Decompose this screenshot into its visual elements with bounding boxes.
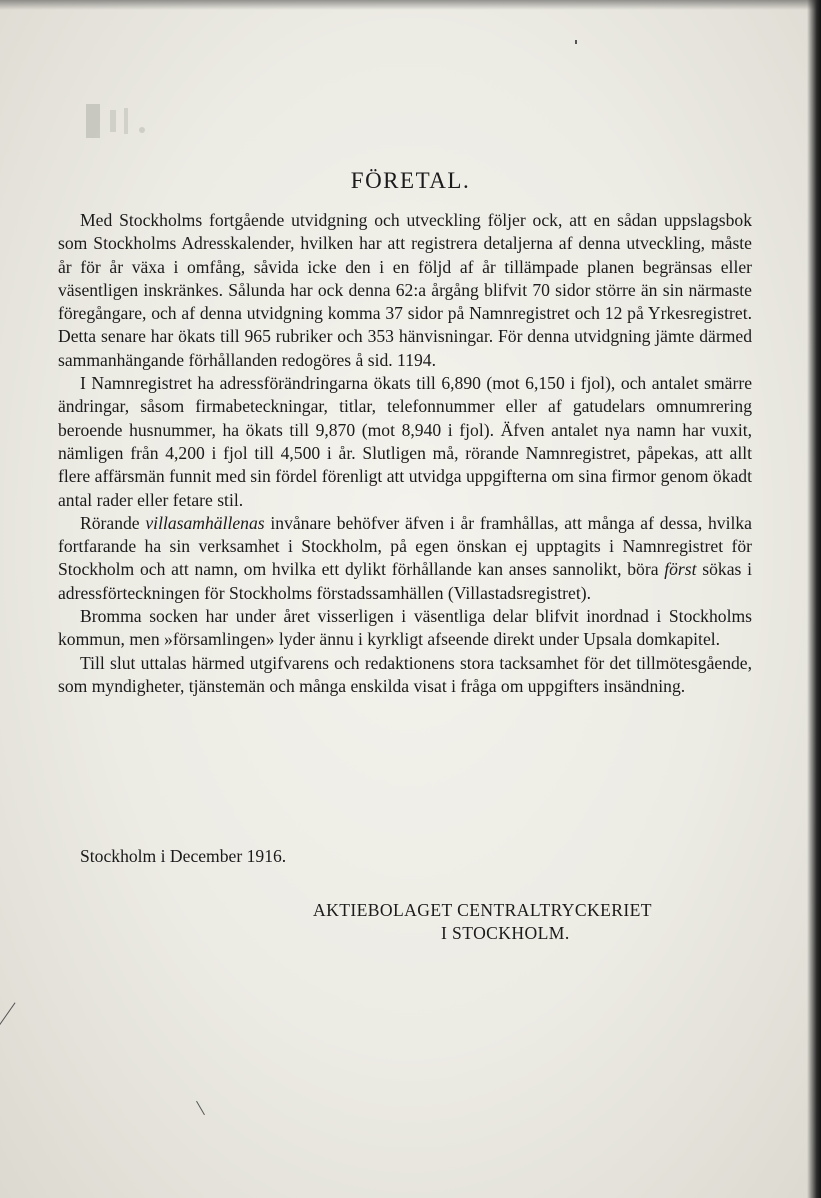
publisher-city: I STOCKHOLM. [441, 923, 570, 943]
scratch-mark-left [0, 1002, 16, 1027]
paragraph-thanks: Till slut uttalas härmed utgifvarens och redaktionens stora tacksamhet för det tillmötesgående, som myndigheter, tjänstemän och många enskilda visat i fråga om uppgifters insändning. [58, 652, 752, 696]
page-shadow-top [0, 0, 821, 10]
scratch-mark-bottom [196, 1101, 205, 1115]
paragraph3-text-after: sökas i adressförteckningen för Stockholms förstadssamhällen (Villastadsregistret). [58, 559, 752, 603]
preface-body [58, 209, 752, 698]
paragraph3-text-before: Rörande [80, 512, 146, 533]
page-title: FÖRETAL. [350, 168, 471, 193]
date-line: Stockholm i December 1916. [80, 846, 287, 866]
paragraph3-text-middle: invånare behöfver äfven i år framhållas, att många af dessa, hvilka fortfarande ha sin verksamhet i Stockholm, på egen önskan ej upptagits i Namnregistret för Stockholm och att namn, om hvilka ett dylikt förhållande kan anses sannolikt, böra [58, 512, 752, 580]
scratch-mark-top [575, 40, 577, 44]
paragraph-villa-communities [58, 512, 752, 605]
paragraph3-italic-forst: först [664, 559, 697, 580]
paragraph-name-register: I Namnregistret ha adressförändringarna ökats till 6,890 (mot 6,150 i fjol), och antalet smärre ändringar, såsom firmabeteckningar, titlar, telefonnummer eller af gatudelars omnumrering beroende husnummer, ha ökats till 9,870 (mot 8,940 i fjol). Äfven antalet nya namn har vuxit, nämligen från 4,200 i fjol till 4,500 i år. Slutligen må, rörande Namnregistret, påpekas, att allt flere affärsmän funnit med sin fördel förenligt att utvidga uppgifterna om sina firmor genom ökadt antal rader eller fetare stil. [58, 373, 752, 510]
publisher-name: AKTIEBOLAGET CENTRALTRYCKERIET [313, 900, 652, 920]
paragraph-growth: Med Stockholms fortgående utvidgning och utveckling följer ock, att en sådan uppslagsbok som Stockholms Adresskalender, hvilken har att registrera detaljerna af denna utveckling, måste år för år växa i omfång, såvida icke den i en följd af år tillämpade planen begränsas eller väsentligen inskränkes. Sålunda har ock denna 62:a årgång blifvit 70 sidor större än sin närmaste föregångare, och af denna utvidgning komma 37 sidor på Namnregistret och 12 på Yrkesregistret. Detta senare har ökats till 965 rubriker och 353 hänvisningar. För denna utvidgning jämte därmed sammanhängande förhållanden redogöres å sid. 1194. [58, 210, 752, 370]
paragraph-bromma: Bromma socken har under året visserligen i väsentliga delar blifvit inordnad i Stockholms kommun, men »församlingen» lyder ännu i kyrkligt afseende direkt under Upsala domkapitel. [58, 606, 752, 650]
paragraph3-italic-villasamhallenas: villasamhällenas [145, 512, 265, 533]
faded-stamp-mark [80, 90, 190, 160]
